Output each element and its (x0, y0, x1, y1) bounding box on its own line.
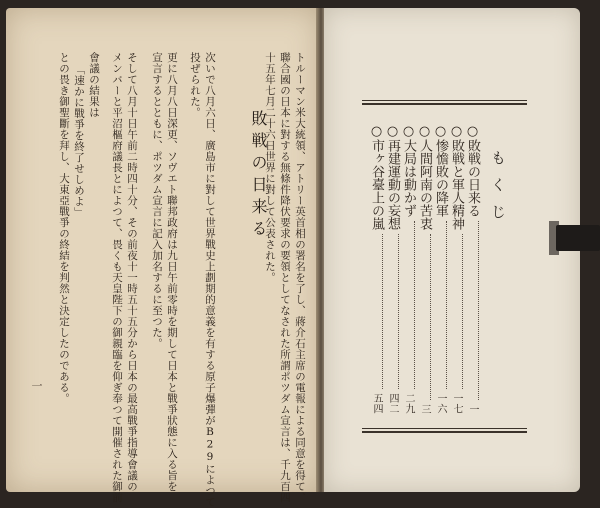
body-column-1: トルーマン米大統領、アトリー英首相の署名を了し、蔣介石主席の電報による同意を得て、 (294, 52, 306, 503)
body-column-3: 十五年七月二十六日世界に對して公表された。 (264, 52, 276, 283)
toc-bottom-rule-2 (362, 431, 527, 433)
toc-leader (430, 234, 431, 400)
toc-entry-6[interactable] (386, 124, 399, 414)
toc-heading: もくじ (489, 150, 507, 231)
toc-entry-2[interactable] (450, 124, 463, 414)
toc-leader (398, 234, 399, 389)
toc-top-rule (362, 100, 527, 101)
toc-top-rule-2 (362, 103, 527, 105)
toc-entry-page: 二九 (403, 393, 414, 414)
toc-entry-title: ○敗戦と軍人精神 (449, 124, 464, 230)
toc-leader (446, 221, 447, 389)
toc-bottom-rule (362, 428, 527, 429)
body-column-7: 宣言するとともに、ポツダム宣言に記入加名するに至つた。 (151, 52, 163, 349)
toc-entry-title: ○敗戦の日来る (465, 124, 480, 217)
toc-entry-page: 三 (419, 403, 430, 414)
toc-entry-title: ○惨憺敗の降軍 (433, 124, 448, 217)
toc-entry-3[interactable] (434, 124, 447, 414)
body-column-10: 會議の結果は (88, 52, 100, 118)
toc-entry-title: ○人間阿南の苦衷 (417, 124, 432, 230)
toc-entry-page: 五四 (371, 393, 382, 414)
toc-leader (478, 221, 479, 400)
toc-entry-4[interactable] (418, 124, 431, 414)
toc-entry-7[interactable] (370, 124, 383, 414)
toc-entry-5[interactable] (402, 124, 415, 414)
toc-entry-page: 一七 (451, 393, 462, 414)
body-column-8: そして八月十日午前二時四十分、その前夜十一時五十五分から日本の最高戰爭指導會議の (126, 52, 138, 492)
toc-leader (462, 234, 463, 389)
toc-leader (414, 221, 415, 389)
body-column-2: 聯合國の日本に對する無條件降伏要求の要領としてなされた所謂ポツダム宣言は、千九百四 (279, 52, 291, 503)
toc-entry-1[interactable] (466, 124, 479, 414)
toc-entry-page: 一 (467, 403, 478, 414)
toc-leader (382, 234, 383, 389)
body-column-9: メンバーと平沼樞府議長とによつて、畏くも天皇陛下の御親臨を仰ぎ奉つて開催された御前 (111, 52, 123, 503)
toc-entry-page: 四二 (387, 393, 398, 414)
toc-entry-title: ○再建運動の妄想 (385, 124, 400, 230)
toc-entry-title: ○市ヶ谷臺上の嵐 (369, 124, 384, 230)
page-number: 一 (30, 380, 43, 392)
body-column-5: 投ぜられた。 (189, 52, 201, 118)
toc-entry-title: ○大局は動かず (401, 124, 416, 217)
bookmark-clip (556, 225, 600, 251)
body-column-6: 更に八月八日深更、ソヴエト聯邦政府は九日午前零時を期して日本と戰爭狀態に入る旨を (166, 52, 178, 492)
toc-entry-page: 一六 (435, 393, 446, 414)
body-column-11: 「速かに戰爭を終了せしめよ」 (73, 64, 85, 218)
page-title: 敗戦の日来る (249, 110, 268, 242)
body-column-12: との畏き御聖斷を拜し、大東亞戰爭の終結を判然と決定したのである。 (58, 52, 70, 404)
body-column-4: 次いで八月六日、廣島市に對して世界戰史上劃期的意義を有する原子爆彈がB29によつて (204, 52, 216, 508)
